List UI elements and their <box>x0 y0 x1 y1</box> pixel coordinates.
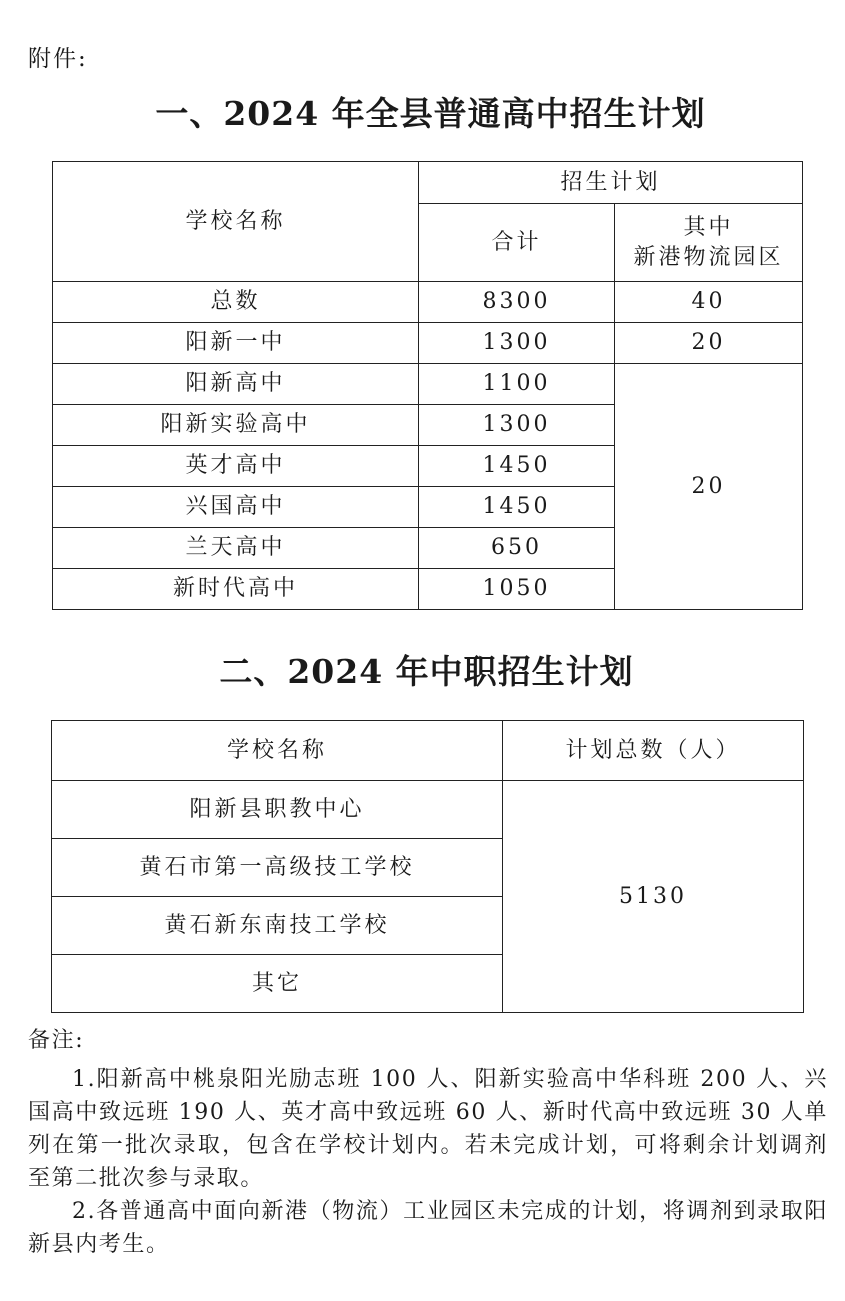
section1-title: 一、2024 年全县普通高中招生计划 <box>155 94 706 133</box>
header-plan-total: 计划总数（人） <box>503 721 804 781</box>
school-name-cell: 黄石新东南技工学校 <box>52 897 503 955</box>
header-school-name: 学校名称 <box>52 721 503 781</box>
school-name-cell: 英才高中 <box>53 446 419 487</box>
attachment-label: 附件: <box>28 46 88 72</box>
school-name-cell: 阳新县职教中心 <box>52 781 503 839</box>
header-school-name: 学校名称 <box>53 162 419 282</box>
school-name-cell: 阳新实验高中 <box>53 405 419 446</box>
school-name-cell: 总数 <box>53 282 419 323</box>
header-of-which <box>615 204 803 282</box>
header-enrollment-plan: 招生计划 <box>419 162 803 204</box>
high-school-enrollment-table <box>52 161 803 610</box>
merged-xingang-cell: 20 <box>615 364 803 610</box>
note-item-2: 2.各普通高中面向新港（物流）工业园区未完成的计划，将调剂到录取阳新县内考生。 <box>28 1199 828 1257</box>
xingang-cell: 20 <box>615 323 803 364</box>
table-row <box>53 282 803 323</box>
notes-section <box>28 1024 828 1261</box>
header-total: 合计 <box>419 204 615 282</box>
total-cell: 1300 <box>419 405 615 446</box>
total-cell: 650 <box>419 528 615 569</box>
school-name-cell: 阳新一中 <box>53 323 419 364</box>
total-cell: 1450 <box>419 446 615 487</box>
table-row <box>52 781 804 839</box>
school-name-cell: 其它 <box>52 955 503 1013</box>
vocational-enrollment-table <box>51 720 804 1013</box>
header-of-which-line2: 新港物流园区 <box>633 244 784 270</box>
table-row <box>53 364 803 405</box>
merged-plan-total-cell: 5130 <box>503 781 804 1013</box>
school-name-cell: 兴国高中 <box>53 487 419 528</box>
total-cell: 1100 <box>419 364 615 405</box>
header-of-which-line1: 其中 <box>683 214 734 240</box>
table-row <box>53 323 803 364</box>
table-header-row <box>53 162 803 204</box>
total-cell: 8300 <box>419 282 615 323</box>
total-cell: 1300 <box>419 323 615 364</box>
table-header-row <box>52 721 804 781</box>
section2-title: 二、2024 年中职招生计划 <box>219 652 634 691</box>
note-item-1: 1.阳新高中桃泉阳光励志班 100 人、阳新实验高中华科班 200 人、兴国高中致远班 190 人、英才高中致远班 60 人、新时代高中致远班 30 人单列在第一批次录取，包含在学校计划内。若未完成计划，可将剩余计划调剂至第二批次参与录取。 <box>28 1067 828 1191</box>
school-name-cell: 阳新高中 <box>53 364 419 405</box>
total-cell: 1450 <box>419 487 615 528</box>
notes-heading: 备注: <box>28 1028 85 1053</box>
school-name-cell: 黄石市第一高级技工学校 <box>52 839 503 897</box>
school-name-cell: 兰天高中 <box>53 528 419 569</box>
total-cell: 1050 <box>419 569 615 610</box>
xingang-cell: 40 <box>615 282 803 323</box>
school-name-cell: 新时代高中 <box>53 569 419 610</box>
